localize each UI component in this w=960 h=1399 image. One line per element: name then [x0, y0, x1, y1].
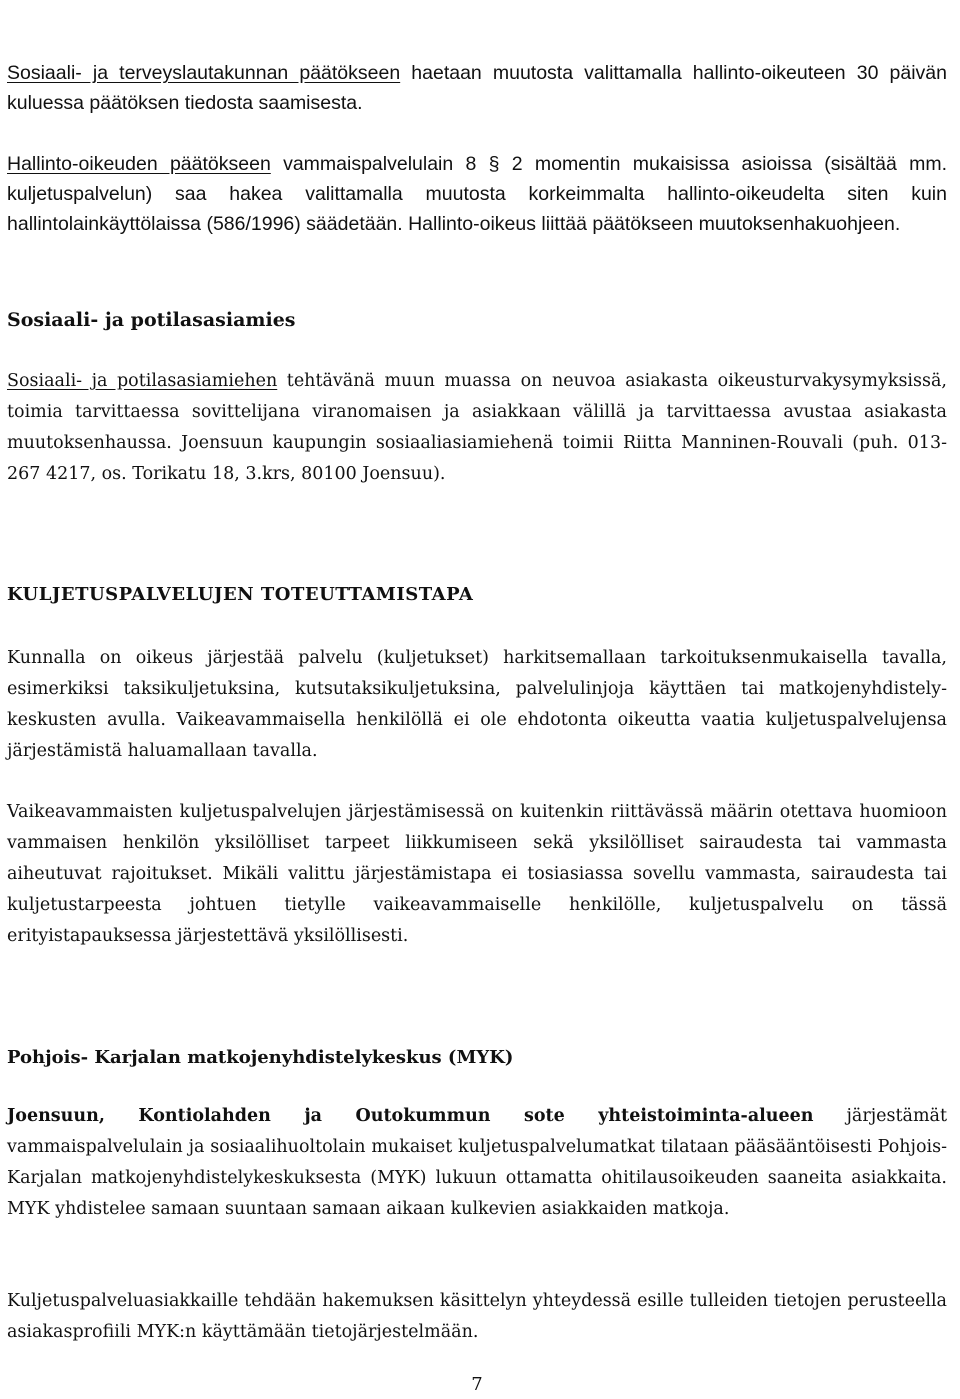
implementation-heading: KULJETUSPALVELUJEN TOTEUTTAMISTAPA [7, 584, 474, 605]
document-page [7, 0, 947, 1399]
ombudsman-paragraph [7, 366, 947, 490]
ombudsman-link[interactable]: Sosiaali- ja potilasasiamiehen [7, 371, 278, 391]
appeal-court-text: vammaispalvelulain 8 § 2 momentin mukaisissa asioissa (sisältää mm. kuljetuspalvelun) saa hakea valittamalla muutosta korkeimmalta hallinto-oikeudelta siten kuin hallintolainkäyttölaissa (586/1996) säädetään. Hallinto-oikeus liittää päätökseen muutoksenhakuohjeen. [7, 153, 947, 235]
myk-heading: Pohjois- Karjalan matkojenyhdistelykeskus (MYK) [7, 1047, 514, 1068]
myk-bold-lead: Joensuun, Kontiolahden ja Outokummun sote yhteistoiminta-alueen [7, 1106, 814, 1126]
implementation-paragraph-2: Vaikeavammaisten kuljetuspalvelujen järjestämisessä on kuitenkin riittävässä määrin otettava huomioon vammaisen henkilön yksilölliset tarpeet liikkumiseen sekä yksilölliset sairaudesta tai vammasta aiheutuvat rajoitukset. Mikäli valittu järjestämistapa ei tosiasiassa sovellu vammasta, sairaudesta tai kuljetustarpeesta johtuen tietylle vaikeavammaiselle henkilölle, kuljetuspalvelu on tässä erityistapauksessa järjestettävä yksilöllisesti. [7, 802, 947, 946]
appeal-court-link[interactable]: Hallinto-oikeuden päätökseen [7, 153, 271, 175]
myk-paragraph-1-text: järjestämät vammaispalvelulain ja sosiaalihuoltolain mukaiset kuljetuspalvelumatkat tilataan pääsääntöisesti Pohjois-Karjalan matkojenyhdistelykeskuksesta (MYK) lukuun ottamatta ohitilausoikeuden saaneita asiakkaita. MYK yhdistelee samaan suuntaan samaan aikaan kulkevien asiakkaiden matkoja. [7, 1106, 947, 1219]
implementation-paragraph-1: Kunnalla on oikeus järjestää palvelu (kuljetukset) harkitsemallaan tarkoituksenmukaisella tavalla, esimerkiksi taksikuljetuksina, kutsutaksikuljetuksina, palvelulinjoja käyttäen tai matkojenyhdistely-keskusten avulla. Vaikeavammaisella henkilöllä ei ole ehdotonta oikeutta vaatia kuljetuspalvelujensa järjestämistä haluamallaan tavalla. [7, 648, 947, 761]
page-number: 7 [471, 1374, 483, 1395]
appeal-paragraph-municipal [7, 58, 947, 118]
appeal-municipal-text: haetaan muutosta valittamalla hallinto-oikeuteen 30 päivän kuluessa päätöksen tiedosta saamisesta. [7, 62, 947, 114]
myk-paragraph-2: Kuljetuspalveluasiakkaille tehdään hakemuksen käsittelyn yhteydessä esille tulleiden tietojen perusteella asiakasprofiili MYK:n käyttämään tietojärjestelmään. [7, 1291, 947, 1342]
myk-paragraph-1 [7, 1101, 947, 1225]
ombudsman-text: tehtävänä muun muassa on neuvoa asiakasta oikeusturvakysymyksissä, toimia tarvittaessa sovittelijana viranomaisen ja asiakkaan välillä ja tarvittaessa avustaa asiakasta muutoksenhaussa. Joensuun kaupungin sosiaaliasiamiehenä toimii Riitta Manninen-Rouvali (puh. 013-267 4217, os. Torikatu 18, 3.krs, 80100 Joensuu). [7, 371, 947, 484]
ombudsman-heading: Sosiaali- ja potilasasiamies [7, 309, 296, 331]
appeal-paragraph-court [7, 149, 947, 239]
appeal-municipal-link[interactable]: Sosiaali- ja terveyslautakunnan päätökseen [7, 62, 401, 84]
